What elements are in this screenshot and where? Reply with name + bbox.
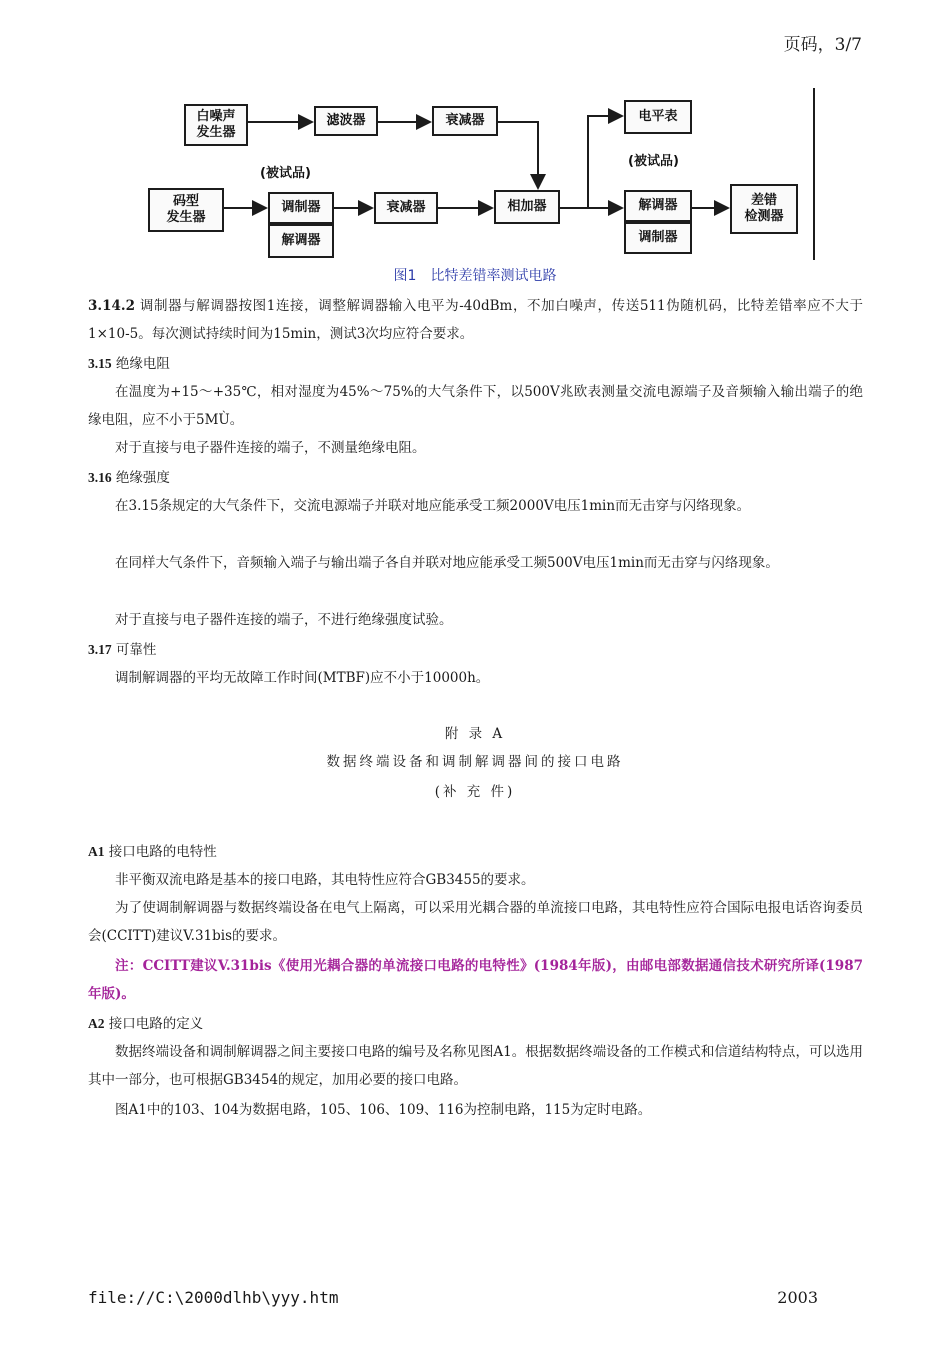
figure-caption: 图1 比特差错率测试电路: [393, 268, 557, 284]
adder-box: 相加器: [494, 190, 560, 224]
error-detector-box: 差错 检测器: [730, 184, 798, 234]
footer-date: 2003: [777, 1288, 818, 1307]
paragraph-3-16-a: 在3.15条规定的大气条件下，交流电源端子并联对地应能承受工频2000V电压1min而无击穿与闪络现象。: [115, 498, 751, 514]
filter-box: 滤波器: [314, 106, 378, 136]
section-number: 3.15: [88, 356, 112, 371]
section-title: 接口电路的定义: [108, 1016, 204, 1032]
arrow-attenuator-adder: [498, 122, 538, 188]
paragraph-3-16-b: 在同样大气条件下，音频输入端子与输出端子各自并联对地应能承受工频500V电压1min而无击穿与闪络现象。: [115, 555, 779, 571]
paragraph-3-15-a: 在温度为+15～+35℃，相对湿度为45%～75%的大气条件下，以500V兆欧表测量交流电源端子及音频输入输出端子的绝缘电阻，应不小于5MÙ。: [88, 384, 863, 428]
paragraph-3-16-c: 对于直接与电子器件连接的端子，不进行绝缘强度试验。: [115, 612, 453, 628]
note-ccitt: 注：CCITT建议V.31bis《使用光耦合器的单流接口电路的电特性》(1984年版)，由邮电部数据通信技术研究所译(1987年版)。: [88, 958, 863, 1002]
section-title: 接口电路的电特性: [108, 844, 217, 860]
block-diagram: [140, 84, 830, 284]
white-noise-generator-box: 白噪声 发生器: [184, 104, 248, 146]
section-number: 3.16: [88, 470, 112, 485]
modulator-right-box: 调制器: [624, 222, 692, 254]
attenuator-mid-box: 衰减器: [374, 192, 438, 224]
paragraph-3-17: 调制解调器的平均无故障工作时间(MTBF)应不小于10000h。: [115, 670, 490, 686]
heading-a1: [88, 838, 863, 866]
paragraph-a2-a: 数据终端设备和调制解调器之间主要接口电路的编号及名称见图A1。根据数据终端设备的工作模式和信道结构特点，可以选用其中一部分，也可根据GB3454的规定，加用必要的接口电路。: [88, 1044, 863, 1088]
appendix-subtitle: 数据终端设备和调制解调器间的接口电路: [326, 754, 624, 770]
appendix-supplement: (补 充 件): [434, 784, 516, 800]
heading-3-17: [88, 636, 863, 664]
appendix-title: 附 录 A: [444, 726, 506, 742]
paragraph-a1-b: 为了使调制解调器与数据终端设备在电气上隔离，可以采用光耦合器的单流接口电路，其电特性应符合国际电报电话咨询委员会(CCITT)建议V.31bis的要求。: [88, 900, 863, 944]
section-title: 绝缘电阻: [115, 356, 170, 372]
dut-label-right: (被试品): [628, 154, 679, 169]
section-number: 3.17: [88, 642, 112, 657]
heading-a2: [88, 1010, 863, 1038]
paragraph-a1-a: 非平衡双流电路是基本的接口电路，其电特性应符合GB3455的要求。: [115, 872, 535, 888]
demodulator-right-box: 解调器: [624, 190, 692, 222]
paragraph-a2-b: 图A1中的103、104为数据电路，105、106、109、116为控制电路，115为定时电路。: [115, 1102, 652, 1118]
demodulator-left-box: 解调器: [268, 224, 334, 258]
heading-3-15: [88, 350, 863, 378]
section-title: 可靠性: [115, 642, 157, 658]
page-number: 页码，3/7: [783, 35, 862, 55]
section-number: A1: [88, 844, 105, 859]
section-number: A2: [88, 1016, 105, 1031]
section-number: 3.14.2: [88, 298, 135, 314]
heading-3-16: [88, 464, 863, 492]
modulator-left-box: 调制器: [268, 192, 334, 224]
paragraph-3-15-b: 对于直接与电子器件连接的端子，不测量绝缘电阻。: [115, 440, 426, 456]
pattern-generator-box: 码型 发生器: [148, 188, 224, 232]
level-meter-box: 电平表: [624, 100, 692, 134]
dut-label-left: (被试品): [260, 166, 311, 181]
paragraph-3-14-2: [88, 292, 863, 348]
paragraph-text: 调制器与解调器按图1连接，调整解调器输入电平为-40dBm，不加白噪声，传送511伪随机码，比特差错率应不大于1×10-5。每次测试持续时间为15min，测试3次均应符合要求。: [88, 298, 863, 342]
attenuator-top-box: 衰减器: [432, 106, 498, 136]
footer-file-path: file://C:\2000dlhb\yyy.htm: [88, 1288, 339, 1307]
section-title: 绝缘强度: [115, 470, 170, 486]
arrow-to-level-meter: [588, 116, 622, 208]
